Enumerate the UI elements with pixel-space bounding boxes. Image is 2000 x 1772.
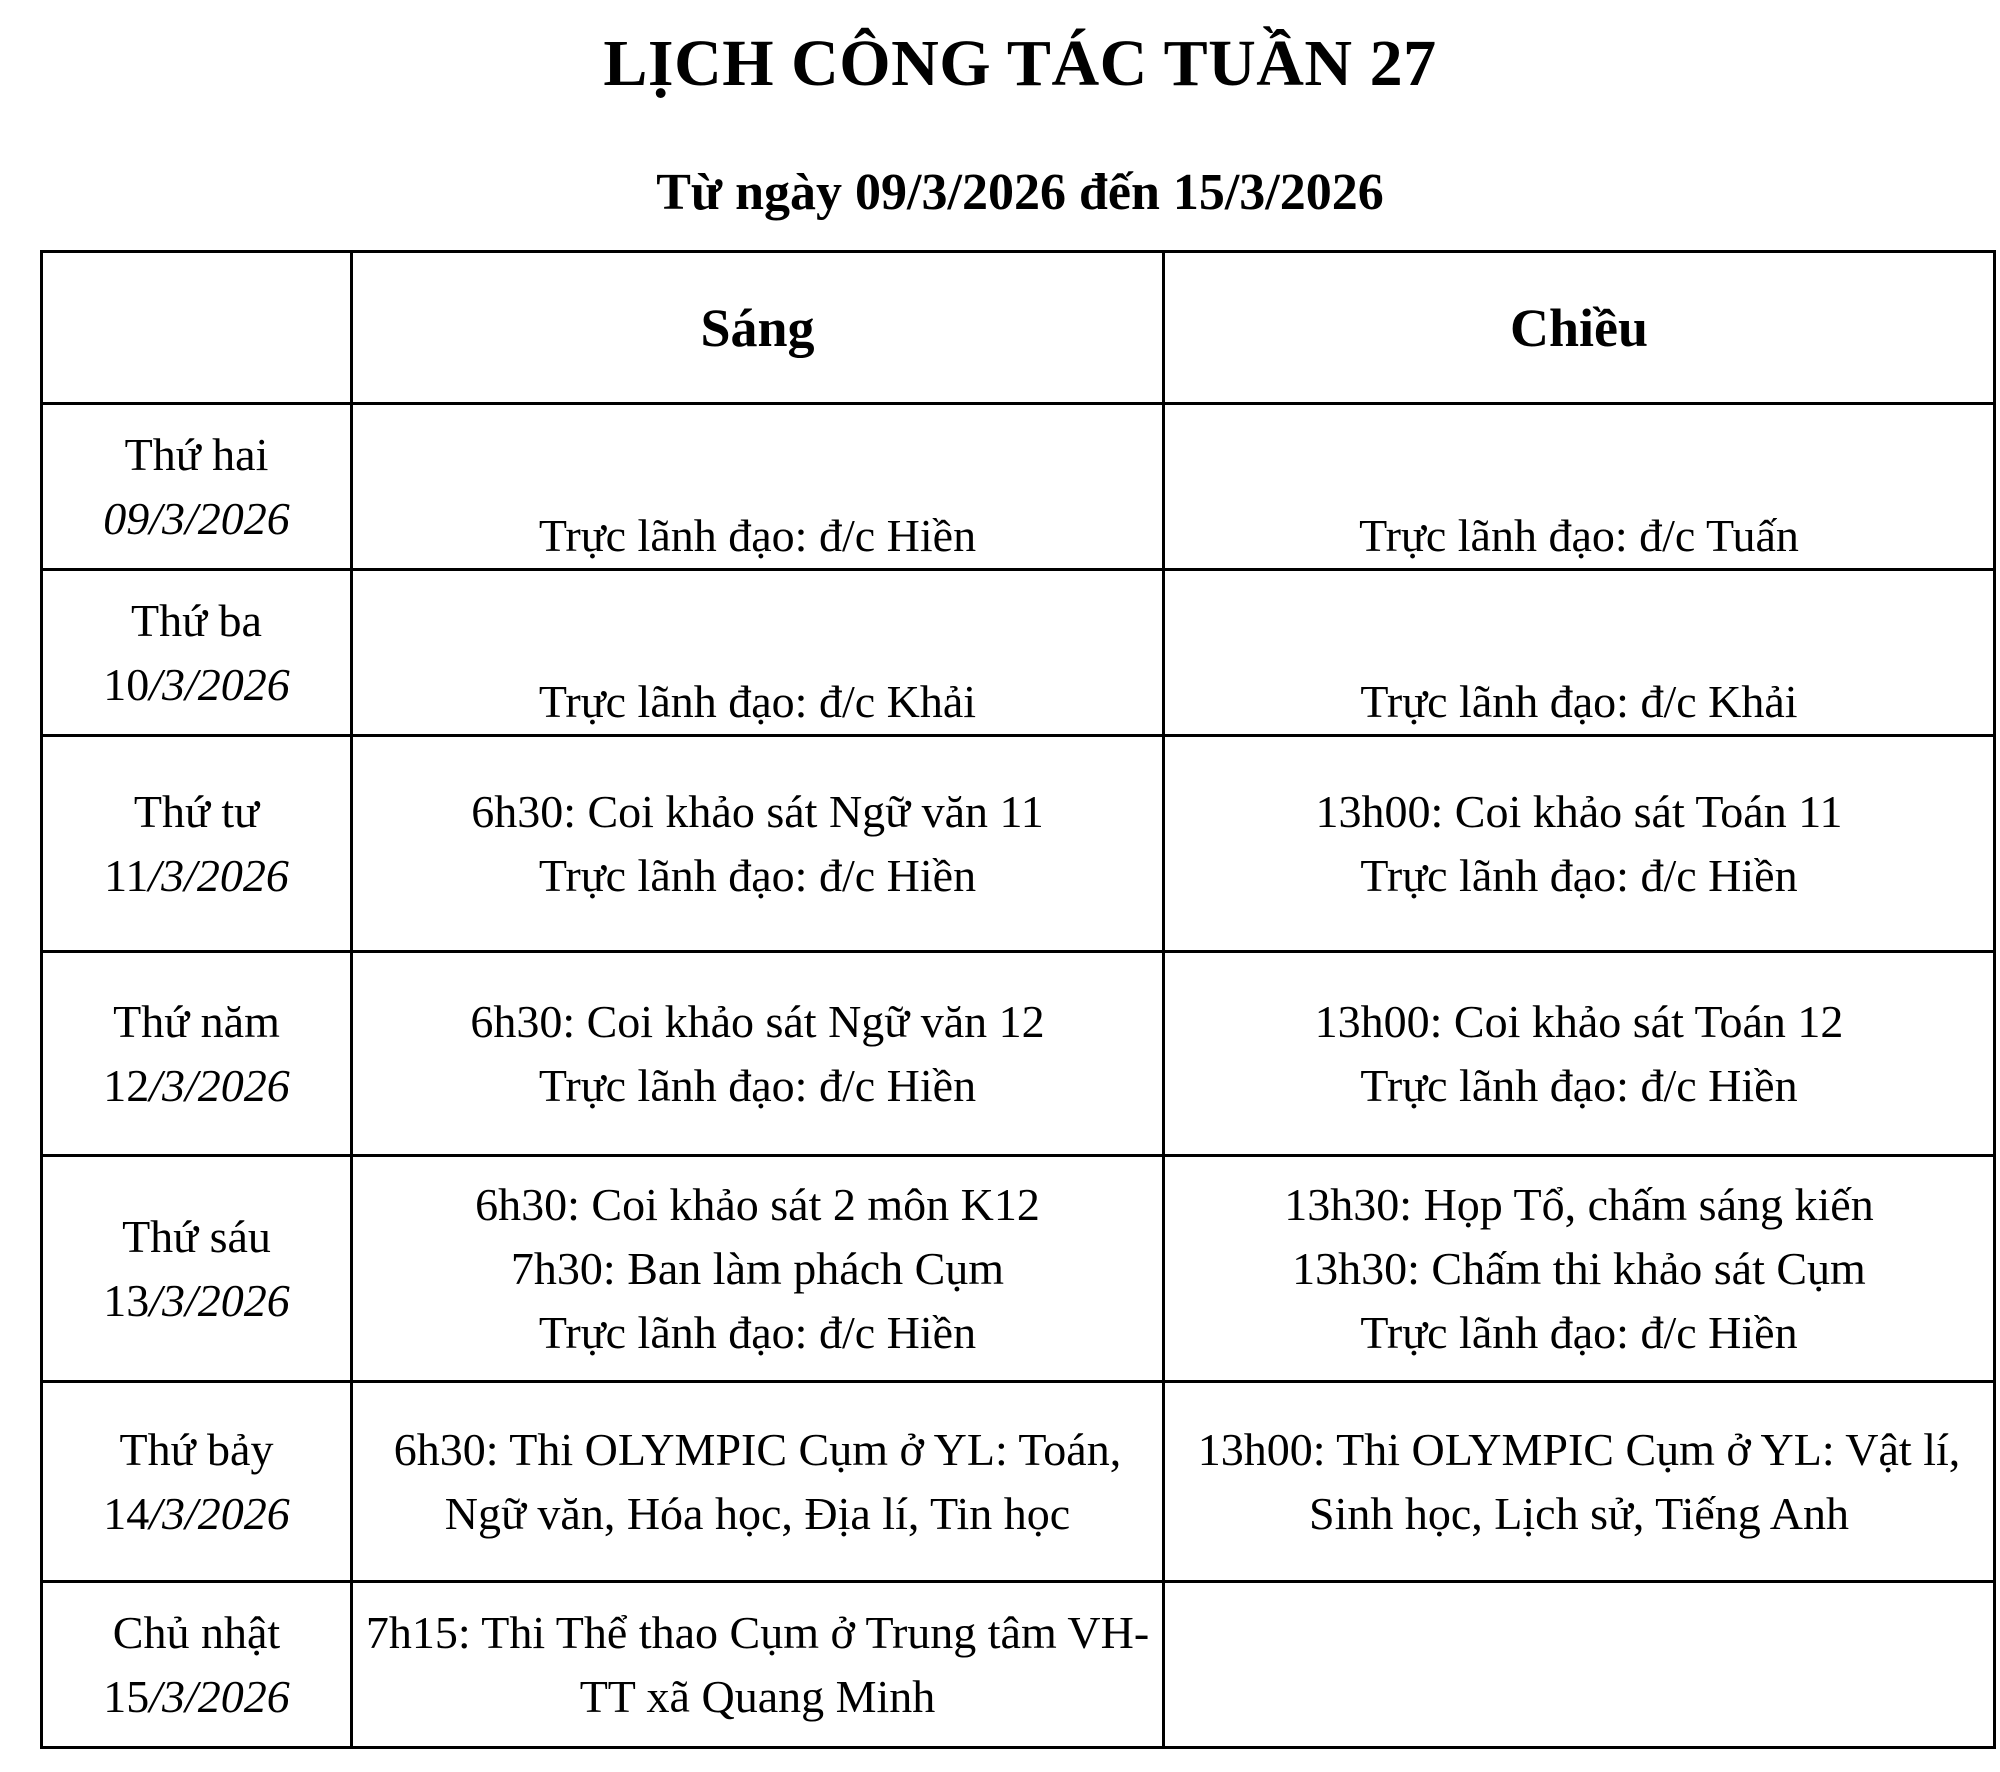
activity-text: Trực lãnh đạo: đ/c Hiền [538,849,977,901]
header-row [42,252,1995,404]
day-cell [42,736,352,952]
activity-text: 6h30: Coi khảo sát 2 môn K12 [475,1178,1040,1230]
day-date-prefix: 10 [103,658,150,710]
header-morning-cell: Sáng [352,252,1164,404]
day-name: Thứ ba [131,594,262,646]
activity-text: 13h30: Họp Tổ, chấm sáng kiến [1284,1178,1874,1230]
day-name: Thứ sáu [122,1210,271,1262]
day-name: Thứ năm [113,995,280,1047]
day-date-line [49,1054,344,1118]
morning-cell [352,952,1164,1156]
day-cell [42,1382,352,1582]
activity-text: 13h00: Coi khảo sát Toán 12 [1314,995,1844,1047]
activity-text: Trực lãnh đạo: đ/c Khải [1360,676,1798,727]
activity-text: 13h00: Thi OLYMPIC Cụm ở YL: Vật lí, Sinh học, Lịch sử, Tiếng Anh [1197,1423,1961,1539]
date-range-subtitle: Từ ngày 09/3/2026 đến 15/3/2026 [656,164,1384,221]
morning-cell [352,736,1164,952]
day-date: 09/3/2026 [103,492,290,544]
day-date-prefix: 14 [103,1487,150,1539]
activity-text: Trực lãnh đạo: đ/c Hiền [1360,1059,1798,1111]
activity-text: Trực lãnh đạo: đ/c Tuấn [1359,510,1799,561]
day-cell [42,1156,352,1382]
activity-text: Trực lãnh đạo: đ/c Khải [538,676,977,727]
day-name: Chủ nhật [112,1606,281,1658]
header-afternoon-cell: Chiều [1164,252,1995,404]
afternoon-cell [1164,1156,1995,1382]
morning-cell [352,404,1164,570]
activity-text: Trực lãnh đạo: đ/c Hiền [1360,1306,1798,1358]
day-date: /3/2026 [149,658,290,710]
table-row [42,404,1995,570]
table-row [42,736,1995,952]
table-row [42,1382,1995,1582]
day-date-prefix: 15 [103,1670,150,1722]
day-date: /3/2026 [149,1274,290,1326]
day-cell [42,570,352,736]
activity-text: 6h30: Thi OLYMPIC Cụm ở YL: Toán, Ngữ văn, Hóa học, Địa lí, Tin học [393,1423,1122,1539]
afternoon-cell [1164,1582,1995,1748]
day-cell [42,404,352,570]
afternoon-cell [1164,952,1995,1156]
activity-text: 13h30: Chấm thi khảo sát Cụm [1292,1242,1866,1294]
day-date-line [49,844,344,908]
activity-text: Trực lãnh đạo: đ/c Hiền [538,1059,977,1111]
header-day-cell [42,252,352,404]
table-row [42,570,1995,736]
day-date-line [49,653,344,717]
activity-text: 7h30: Ban làm phách Cụm [510,1242,1005,1294]
afternoon-cell [1164,736,1995,952]
activity-text: Trực lãnh đạo: đ/c Hiền [538,510,977,561]
activity-text: 6h30: Coi khảo sát Ngữ văn 11 [471,785,1044,837]
table-row [42,952,1995,1156]
afternoon-cell [1164,404,1995,570]
activity-text: 7h15: Thi Thể thao Cụm ở Trung tâm VH-TT xã Quang Minh [365,1606,1150,1722]
day-date: /3/2026 [149,1059,290,1111]
afternoon-cell [1164,1382,1995,1582]
morning-cell [352,1382,1164,1582]
day-date: /3/2026 [148,849,289,901]
day-date-prefix: 11 [104,849,149,901]
day-date-line [49,1482,344,1546]
table-row [42,1156,1995,1382]
page-title: LỊCH CÔNG TÁC TUẦN 27 [603,27,1437,100]
morning-cell [352,570,1164,736]
day-date-line [49,1665,344,1729]
day-date: /3/2026 [149,1487,290,1539]
afternoon-cell [1164,570,1995,736]
day-name: Thứ hai [124,428,269,480]
day-cell [42,1582,352,1748]
day-date-line [49,487,344,551]
day-date-prefix: 13 [103,1274,150,1326]
day-cell [42,952,352,1156]
morning-cell [352,1156,1164,1382]
activity-text: Trực lãnh đạo: đ/c Hiền [538,1306,977,1358]
activity-text: 6h30: Coi khảo sát Ngữ văn 12 [470,995,1045,1047]
table-row [42,1582,1995,1748]
morning-cell [352,1582,1164,1748]
day-date-prefix: 12 [103,1059,150,1111]
day-date: /3/2026 [149,1670,290,1722]
day-name: Thứ bảy [119,1423,274,1475]
activity-text: 13h00: Coi khảo sát Toán 11 [1315,785,1843,837]
day-date-line [49,1269,344,1333]
activity-text: Trực lãnh đạo: đ/c Hiền [1360,849,1798,901]
schedule-table [40,250,1996,1749]
day-name: Thứ tư [133,785,260,837]
